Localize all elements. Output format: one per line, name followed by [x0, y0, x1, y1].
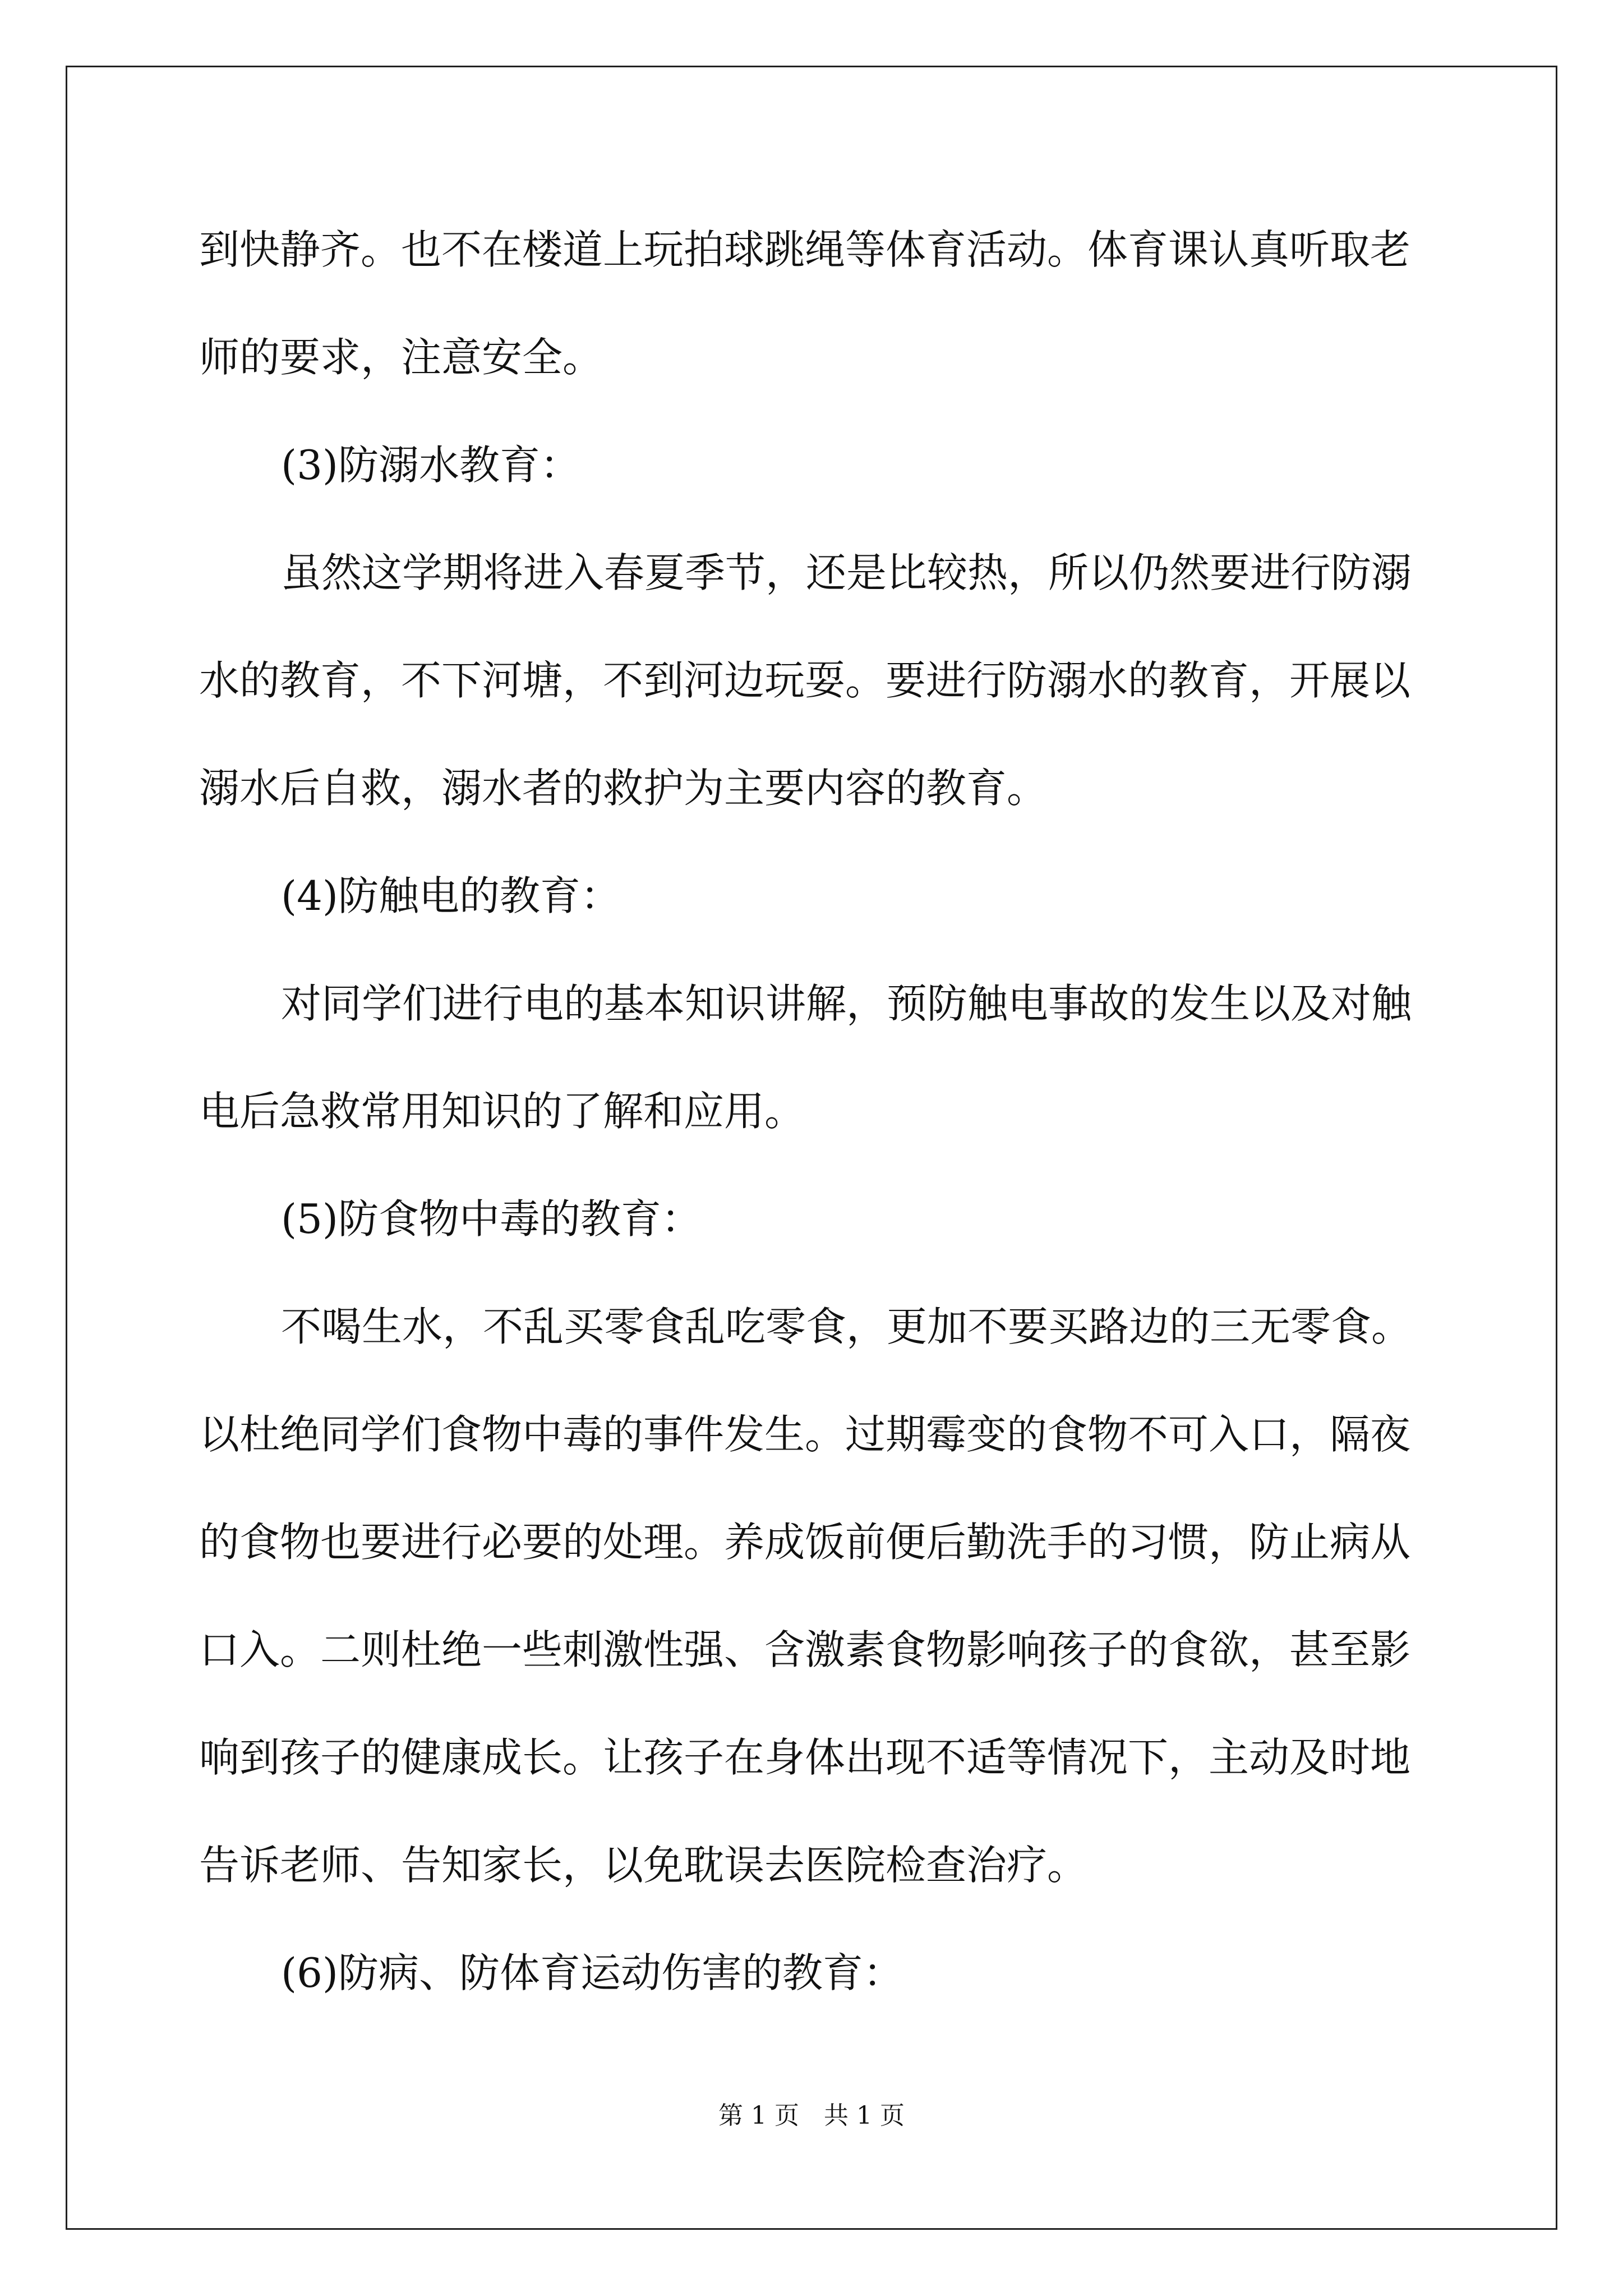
section-heading-sports-injury: (6)防病、防体育运动伤害的教育：: [281, 1949, 903, 1996]
text-line: 师的要求，注意安全。: [199, 334, 603, 381]
text-line: 对同学们进行电的基本知识讲解，预防触电事故的发生以及对触: [281, 980, 1412, 1027]
text-line: 的食物也要进行必要的处理。养成饭前便后勤洗手的习惯，防止病从: [199, 1519, 1411, 1566]
text-line: 水的教育，不下河塘，不到河边玩耍。要进行防溺水的教育，开展以: [199, 657, 1411, 704]
text-line: 到快静齐。也不在楼道上玩拍球跳绳等体育活动。体育课认真听取老: [199, 226, 1411, 273]
text-line: 电后急救常用知识的了解和应用。: [199, 1088, 805, 1135]
text-line: 虽然这学期将进入春夏季节，还是比较热，所以仍然要进行防溺: [281, 549, 1412, 596]
text-line: 告诉老师、告知家长，以免耽误去医院检查治疗。: [199, 1842, 1088, 1889]
section-heading-electric-shock: (4)防触电的教育：: [281, 872, 621, 919]
text-line: 响到孩子的健康成长。让孩子在身体出现不适等情况下，主动及时地: [199, 1734, 1411, 1781]
text-line: 不喝生水，不乱买零食乱吃零食，更加不要买路边的三无零食。: [281, 1303, 1412, 1350]
text-line: 口入。二则杜绝一些刺激性强、含激素食物影响孩子的食欲，甚至影: [199, 1626, 1411, 1673]
section-heading-food-poisoning: (5)防食物中毒的教育：: [281, 1195, 702, 1243]
document-body: [199, 216, 1433, 2047]
text-line: 溺水后自救，溺水者的救护为主要内容的教育。: [199, 765, 1048, 812]
text-line: 以杜绝同学们食物中毒的事件发生。过期霉变的食物不可入口，隔夜: [199, 1411, 1411, 1458]
section-heading-drowning: (3)防溺水教育：: [281, 441, 580, 489]
page-footer: 第 1 页 共 1 页: [718, 2101, 905, 2130]
